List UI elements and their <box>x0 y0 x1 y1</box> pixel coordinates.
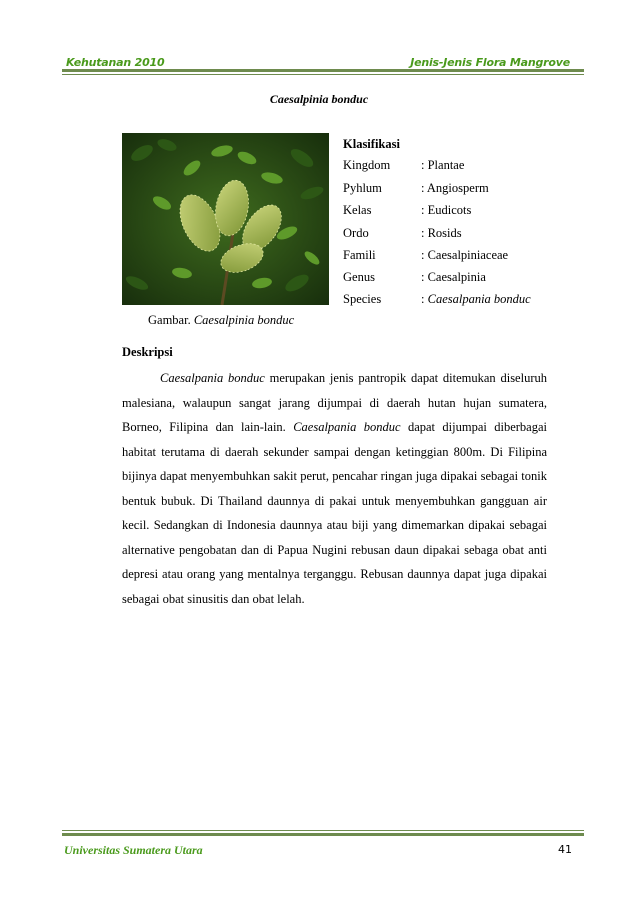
klasifikasi-value: : Angiosperm <box>421 181 489 195</box>
header-right-title: Jenis-Jenis Flora Mangrove <box>410 56 570 69</box>
plant-photo <box>122 133 329 305</box>
klasifikasi-key: Ordo <box>343 226 369 240</box>
klasifikasi-value: : Eudicots <box>421 203 472 217</box>
klasifikasi-value: : Plantae <box>421 158 465 172</box>
figure-caption <box>148 313 294 328</box>
header-rule-thin <box>62 74 584 75</box>
caption-prefix: Gambar. <box>148 313 194 327</box>
species-mention-2: Caesalpania bonduc <box>293 420 401 434</box>
deskripsi-paragraph <box>122 366 547 611</box>
page-number: 41 <box>558 843 572 856</box>
header-rule-thick <box>62 69 584 72</box>
species-name: Caesalpania bonduc <box>427 292 531 306</box>
page-title: Caesalpinia bonduc <box>269 92 369 106</box>
header-left-title: Kehutanan 2010 <box>66 56 165 69</box>
species-mention-1: Caesalpania bonduc <box>160 371 265 385</box>
klasifikasi-key: Pyhlum <box>343 181 382 195</box>
caption-species: Caesalpinia bonduc <box>193 313 295 327</box>
klasifikasi-key: Genus <box>343 270 375 284</box>
klasifikasi-key: Famili <box>343 248 376 262</box>
klasifikasi-value: : Rosids <box>421 226 462 240</box>
klasifikasi-value: : Caesalpiniaceae <box>421 248 509 262</box>
klasifikasi-key: Kelas <box>343 203 372 217</box>
deskripsi-text-2: dapat dijumpai diberbagai habitat terutama di daerah sekunder sampai dengan ketinggian 800m. Di Filipina bijinya dapat menyembuhkan sakit perut, pencahar ringan juga dipakai sebagai tonik bentuk bubuk. Di Thailand daunnya di pakai untuk menyembuhkan gangguan air kecil. Sedangkan di Indonesia daunnya atau biji yang dimemarkan dipakai sebagai alternative pengobatan dan di Papua Nugini rebusan daun dipakai sebaga obat anti depresi atau orang yang mentalnya terganggu. Rebusan daunnya dapat juga dipakai sebagai obat sinusitis dan obat lelah. <box>122 420 547 606</box>
deskripsi-heading: Deskripsi <box>122 345 173 359</box>
klasifikasi-value <box>421 292 531 307</box>
klasifikasi-key: Kingdom <box>343 158 391 172</box>
klasifikasi-value: : Caesalpinia <box>421 270 486 284</box>
klasifikasi-key: Species <box>343 292 382 306</box>
klasifikasi-heading: Klasifikasi <box>343 137 400 151</box>
footer-institution: Universitas Sumatera Utara <box>64 843 203 857</box>
deskripsi-text-1: merupakan jenis pantropik dapat ditemukan diseluruh malesiana, walaupun sangat jarang dijumpai di daerah hutan hujan sumatera, Borneo, Filipina dan lain-lain. <box>122 371 547 434</box>
footer-rule-thick <box>62 833 584 836</box>
footer-rule-thin <box>62 830 584 831</box>
plant-photo-illustration <box>122 133 329 305</box>
species-prefix: : <box>421 292 428 306</box>
